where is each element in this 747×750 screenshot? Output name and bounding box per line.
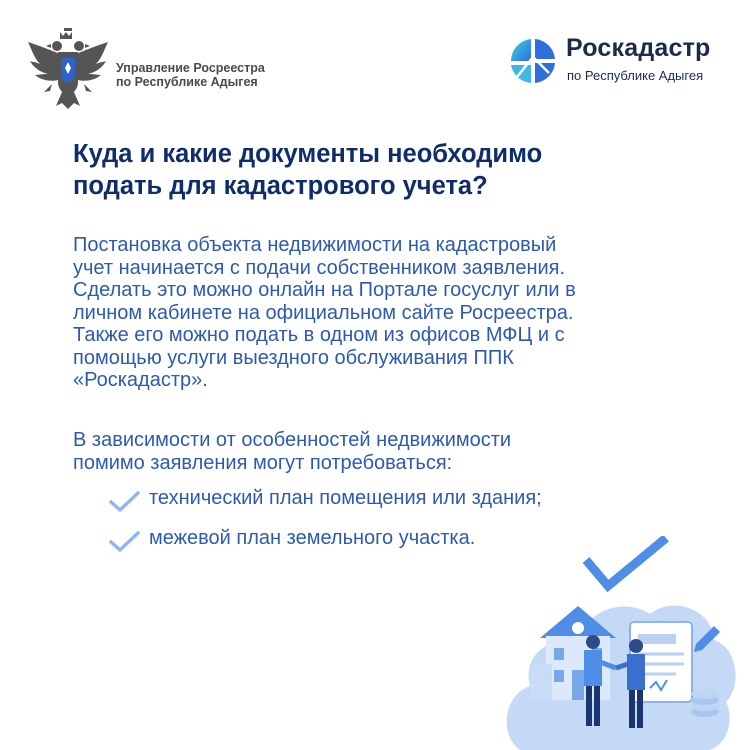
- list-item: [108, 487, 708, 527]
- list-item-text: межевой план земельного участка.: [149, 527, 476, 549]
- paragraph-1: [73, 234, 713, 392]
- p1-line: Постановка объекта недвижимости на кадастровый: [73, 234, 557, 256]
- rosreestr-line1: Управление Росреестра: [116, 61, 265, 75]
- p2-line: помимо заявления могут потребоваться:: [73, 451, 453, 474]
- p1-line: личном кабинете на официальном сайте Росреестра.: [73, 301, 574, 324]
- cadastre-illustration: [500, 536, 740, 750]
- p1-line: Сделать это можно онлайн на Портале госуслуг или в: [73, 279, 576, 301]
- p1-line: помощью услуги выездного обслуживания ППК: [73, 346, 514, 369]
- title-line1: Куда и какие документы необходимо: [73, 140, 543, 168]
- roskadastr-subtitle: по Республике Адыгея: [567, 68, 704, 83]
- checkmark-icon: [108, 491, 140, 513]
- checkmark-icon: [108, 531, 140, 553]
- paragraph-2: [73, 429, 713, 474]
- p1-line: «Роскадастр».: [73, 369, 208, 391]
- p1-line: учет начинается с подачи собственником заявления.: [73, 256, 566, 279]
- p1-line: Также его можно подать в одном из офисов МФЦ и с: [73, 324, 565, 346]
- eagle-emblem-icon: [26, 28, 110, 112]
- rosreestr-org-name: [116, 61, 265, 89]
- coins-icon: [691, 689, 719, 717]
- page-title: [73, 138, 693, 202]
- big-checkmark-icon: [586, 538, 666, 586]
- list-item-text: технический план помещения или здания;: [149, 487, 542, 509]
- rosreestr-line2: по Республике Адыгея: [116, 75, 258, 89]
- title-line2: подать для кадастрового учета?: [73, 172, 488, 200]
- roskadastr-title: Роскадастр: [566, 34, 711, 62]
- p2-line: В зависимости от особенностей недвижимости: [73, 429, 512, 451]
- header: [0, 0, 747, 110]
- roskadastr-logo-icon: [509, 37, 557, 85]
